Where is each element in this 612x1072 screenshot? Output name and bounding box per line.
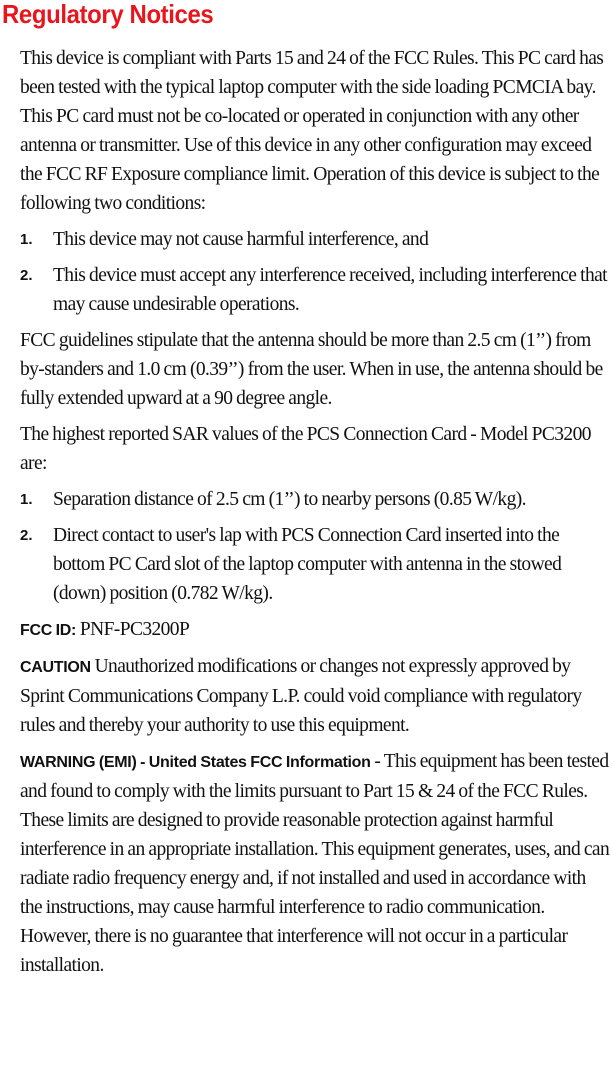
fcc-id-paragraph — [20, 615, 610, 645]
list-number: 1. — [20, 231, 33, 248]
warning-label: WARNING (EMI) - United States FCC Information — [20, 754, 371, 771]
notice-body — [20, 44, 610, 987]
list-item-text: This device must accept any interference received, including interference that may cause undesirable operations. — [53, 265, 607, 315]
list-item — [20, 485, 610, 514]
list-number: 2. — [20, 267, 33, 284]
guidelines-paragraph: FCC guidelines stipulate that the antenna should be more than 2.5 cm (1’’) from by-standers and 1.0 cm (0.39’’) from the user. When in use, the antenna should be fully extended upward at a 90 degree angle. — [20, 330, 603, 409]
intro-paragraph: This device is compliant with Parts 15 and 24 of the FCC Rules. This PC card has been tested with the typical laptop computer with the side loading PCMCIA bay. This PC card must not be co-located or operated in conjunction with any other antenna or transmitter. Use of this device in any other configuration may exceed the FCC RF Exposure compliance limit. Operation of this device is subject to the following two conditions: — [20, 48, 604, 214]
list-item — [20, 261, 610, 319]
list-number: 2. — [20, 527, 33, 544]
list-item-text: This device may not cause harmful interference, and — [53, 229, 429, 250]
list-item — [20, 225, 610, 254]
fcc-id-label: FCC ID: — [20, 622, 77, 639]
sar-values-list — [20, 485, 610, 608]
caution-label: CAUTION — [20, 659, 91, 676]
warning-text: - This equipment has been tested and found to comply with the limits pursuant to Part 15 & 24 of the FCC Rules. These limits are designed to provide reasonable protection against harmful interference in an appropriate installation. This equipment generates, uses, and can radiate radio frequency energy and, if not installed and used in accordance with the instructions, may cause harmful interference to radio communication. However, there is no guarantee that interference will not occur in a particular installation. — [20, 751, 610, 976]
caution-paragraph — [20, 652, 610, 740]
page-title: Regulatory Notices — [2, 0, 214, 29]
fcc-id-value: PNF-PC3200P — [76, 619, 190, 640]
caution-text: Unauthorized modifications or changes not expressly approved by Sprint Communications Company L.P. could void compliance with regulatory rules and thereby your authority to use this equipment. — [20, 656, 582, 736]
list-item-text: Direct contact to user's lap with PCS Connection Card inserted into the bottom PC Card slot of the laptop computer with antenna in the stowed (down) position (0.782 W/kg). — [53, 525, 562, 604]
conditions-list — [20, 225, 610, 319]
list-item — [20, 521, 610, 608]
sar-intro-paragraph: The highest reported SAR values of the PCS Connection Card - Model PC3200 are: — [20, 424, 591, 474]
warning-paragraph — [20, 747, 610, 980]
list-number: 1. — [20, 491, 33, 508]
list-item-text: Separation distance of 2.5 cm (1’’) to nearby persons (0.85 W/kg). — [53, 489, 526, 510]
